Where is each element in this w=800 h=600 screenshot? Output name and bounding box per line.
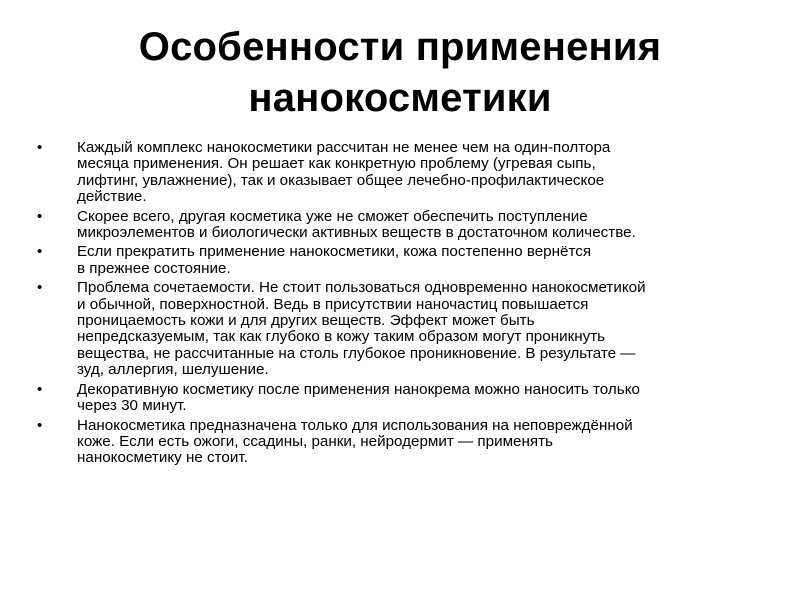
bullet-text-line: Скорее всего, другая косметика уже не сможет обеспечить поступление: [77, 207, 588, 225]
bullet-item: [36, 280, 754, 378]
bullet-text-line: месяца применения. Он решает как конкретную проблему (угревая сыпь,: [77, 155, 596, 173]
bullet-text-line: непредсказуемым, так как глубоко в кожу таким образом могут проникнуть: [77, 328, 606, 346]
bullet-text-line: Нанокосметика предназначена только для использования на неповреждённой: [77, 416, 633, 434]
bullet-text-line: в прежнее состояние.: [77, 259, 231, 277]
bullet-text: [77, 418, 754, 467]
bullet-marker: •: [37, 279, 43, 297]
bullet-marker: •: [37, 207, 43, 225]
bullet-text-line: Декоративную косметику после применения нанокрема можно наносить только: [77, 380, 640, 398]
bullet-item: [36, 140, 754, 206]
bullet-marker: •: [37, 243, 43, 261]
slide-title: [0, 22, 800, 124]
bullet-text-line: вещества, не рассчитанные на столь глубокое проникновение. В результате —: [77, 344, 636, 362]
bullet-list: [36, 140, 754, 470]
bullet-text: [77, 209, 754, 242]
bullet-item: [36, 209, 754, 242]
bullet-text-line: проницаемость кожи и для других веществ. Эффект может быть: [77, 312, 535, 330]
bullet-text-line: Если прекратить применение нанокосметики, кожа постепенно вернётся: [77, 243, 592, 261]
bullet-text: [77, 382, 754, 415]
bullet-text-line: микроэлементов и биологически активных веществ в достаточном количестве.: [77, 224, 636, 242]
bullet-text-line: и обычной, поверхностной. Ведь в присутствии наночастиц повышается: [77, 295, 589, 313]
bullet-marker: •: [37, 416, 43, 434]
bullet-text-line: действие.: [77, 188, 147, 206]
bullet-text-line: нанокосметику не стоит.: [77, 449, 248, 467]
bullet-text-line: зуд, аллергия, шелушение.: [77, 361, 269, 379]
bullet-text-line: коже. Если есть ожоги, ссадины, ранки, нейродермит — применять: [77, 432, 553, 450]
bullet-text-line: через 30 минут.: [77, 397, 187, 415]
bullet-text-line: Каждый комплекс нанокосметики рассчитан не менее чем на один-полтора: [77, 139, 611, 156]
slide-title-line-2: нанокосметики: [248, 76, 552, 120]
bullet-item: [36, 244, 754, 277]
bullet-text-line: лифтинг, увлажнение), так и оказывает общее лечебно-профилактическое: [77, 171, 605, 189]
bullet-item: [36, 418, 754, 467]
bullet-marker: •: [37, 380, 43, 398]
bullet-item: [36, 382, 754, 415]
bullet-text-line: Проблема сочетаемости. Не стоит пользоваться одновременно нанокосметикой: [77, 279, 646, 297]
bullet-text: [77, 244, 754, 277]
slide-title-line-1: Особенности применения: [138, 25, 662, 69]
bullet-text: [77, 280, 754, 378]
bullet-marker: •: [37, 139, 43, 156]
bullet-text: [77, 140, 754, 206]
